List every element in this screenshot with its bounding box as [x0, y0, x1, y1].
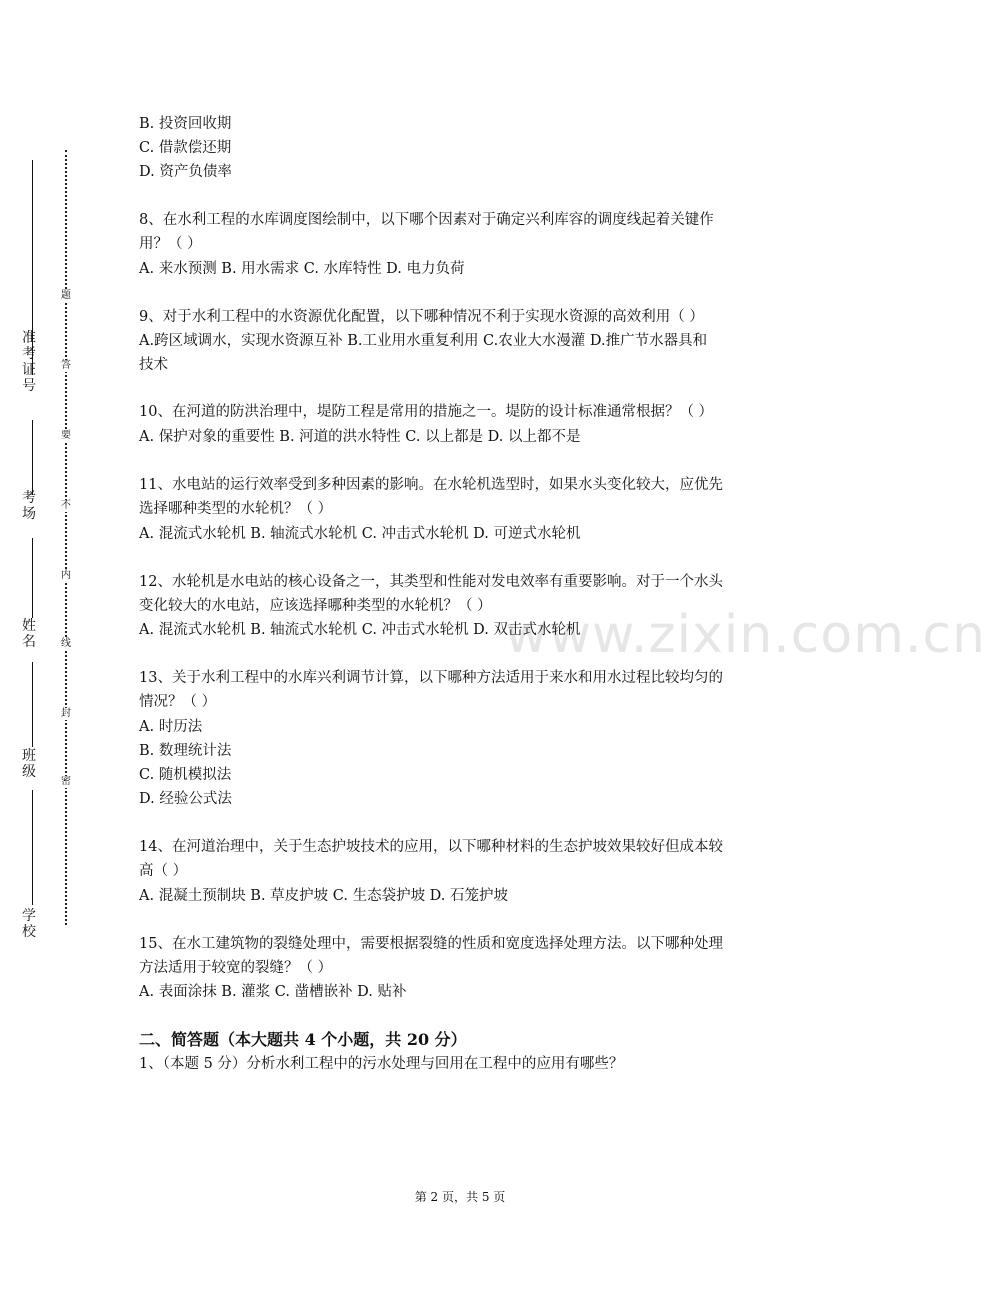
question-line: 变化较大的水电站，应该选择哪种类型的水轮机？（ ）	[139, 598, 492, 614]
seal-dotted-line	[65, 150, 67, 925]
question-line: 13、关于水利工程中的水库兴利调节计算，以下哪种方法适用于来水和用水过程比较均匀的	[139, 670, 723, 686]
seal-char-mi: 密	[61, 776, 71, 787]
option-line: B. 投资回收期	[139, 116, 232, 132]
question-line: 14、在河道治理中，关于生态护坡技术的应用，以下哪种材料的生态护坡效果较好但成本较	[139, 839, 723, 855]
option-line: C. 借款偿还期	[139, 140, 232, 156]
question-line: 1、（本题 5 分）分析水利工程中的污水处理与回用在工程中的应用有哪些？	[139, 1056, 624, 1072]
question-line: 方法适用于较宽的裂缝？（ ）	[139, 960, 333, 976]
question-line: 高（ ）	[139, 863, 188, 879]
option-line: A. 混流式水轮机 B. 轴流式水轮机 C. 冲击式水轮机 D. 可逆式水轮机	[139, 526, 581, 542]
seal-char-nei: 内	[61, 570, 71, 581]
seal-char-da: 答	[61, 360, 71, 371]
option-line: A. 来水预测 B. 用水需求 C. 水库特性 D. 电力负荷	[139, 261, 465, 277]
option-line: D. 经验公式法	[139, 791, 232, 807]
option-line: A. 混凝土预制块 B. 草皮护坡 C. 生态袋护坡 D. 石笼护坡	[139, 888, 509, 904]
option-line: 技术	[139, 357, 168, 373]
label-name: 姓名	[22, 618, 36, 650]
question-line: 情况？（ ）	[139, 694, 217, 710]
option-line: A. 保护对象的重要性 B. 河道的洪水特性 C. 以上都是 D. 以上都不是	[139, 429, 581, 445]
binding-line-3	[32, 538, 33, 618]
label-exam-number: 准考证号	[22, 330, 36, 394]
option-line: B. 数理统计法	[139, 743, 232, 759]
question-line: 8、在水利工程的水库调度图绘制中，以下哪个因素对于确定兴利库容的调度线起着关键作	[139, 212, 714, 228]
seal-char-bu: 不	[61, 500, 71, 511]
question-line: 12、水轮机是水电站的核心设备之一，其类型和性能对发电效率有重要影响。对于一个水头	[139, 574, 723, 590]
seal-char-yao: 要	[61, 430, 71, 441]
option-line: A. 混流式水轮机 B. 轴流式水轮机 C. 冲击式水轮机 D. 双击式水轮机	[139, 622, 581, 638]
label-school: 学校	[22, 908, 36, 940]
label-class: 班级	[22, 748, 36, 780]
watermark: www.zixin.com.cn	[505, 605, 986, 665]
binding-line-2	[32, 420, 33, 495]
seal-char-xian: 线	[61, 638, 71, 649]
binding-line-5	[32, 790, 33, 905]
question-line: 15、在水工建筑物的裂缝处理中，需要根据裂缝的性质和宽度选择处理方法。以下哪种处理	[139, 936, 723, 952]
question-line: 用？（ ）	[139, 236, 202, 252]
section-title: 二、简答题（本大题共 4 个小题，共 20 分）	[139, 1030, 467, 1049]
option-line: A. 表面涂抹 B. 灌浆 C. 凿槽嵌补 D. 贴补	[139, 984, 407, 1000]
question-line: 9、对于水利工程中的水资源优化配置，以下哪种情况不利于实现水资源的高效利用（ ）	[139, 309, 704, 325]
option-line: A.跨区域调水，实现水资源互补 B.工业用水重复利用 C.农业大水漫灌 D.推广节水器具和	[139, 333, 708, 349]
binding-line-4	[32, 662, 33, 747]
option-line: A. 时历法	[139, 719, 203, 735]
option-line: C. 随机模拟法	[139, 767, 232, 783]
label-exam-room: 考场	[22, 490, 36, 522]
question-line: 10、在河道的防洪治理中，堤防工程是常用的措施之一。堤防的设计标准通常根据？（ ）	[139, 404, 714, 420]
option-line: D. 资产负债率	[139, 164, 232, 180]
seal-char-feng: 封	[61, 708, 71, 719]
seal-char-ti: 题	[61, 290, 71, 301]
question-line: 选择哪种类型的水轮机？（ ）	[139, 501, 333, 517]
question-line: 11、水电站的运行效率受到多种因素的影响。在水轮机选型时，如果水头变化较大，应优先	[139, 477, 723, 493]
page-footer: 第 2 页，共 5 页	[414, 1190, 506, 1204]
